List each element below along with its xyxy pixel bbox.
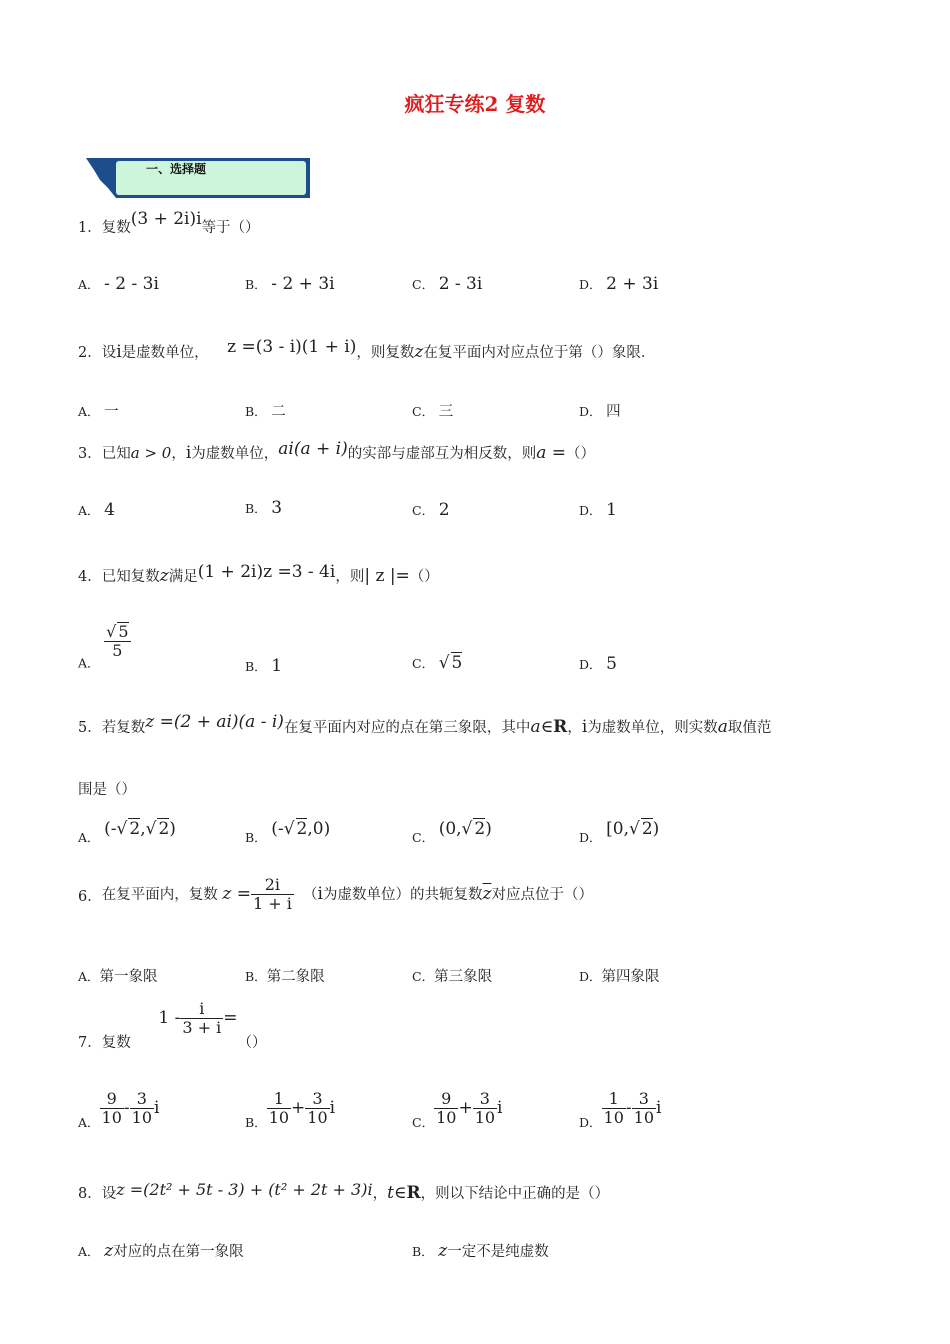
option-value: 2 bbox=[296, 819, 308, 839]
math-symbol: z bbox=[438, 1241, 448, 1261]
question-text: （） bbox=[409, 569, 439, 585]
question-text: 已知复数 bbox=[101, 569, 160, 585]
option-label: B． bbox=[245, 659, 267, 674]
question-text: 设 bbox=[101, 345, 117, 361]
option-value: (0, bbox=[438, 819, 462, 839]
math-symbol: i bbox=[581, 717, 588, 737]
question-text: 设 bbox=[101, 1186, 117, 1202]
denominator: 1 + i bbox=[252, 894, 292, 914]
option-a[interactable] bbox=[78, 1090, 159, 1131]
option-label: A． bbox=[78, 655, 100, 671]
math-expression: a > 0 bbox=[130, 444, 172, 462]
math-expression: | z |= bbox=[364, 566, 410, 586]
math-expression: (1 + 2i)z =3 - 4i bbox=[197, 562, 336, 582]
math-symbol: i bbox=[329, 1097, 336, 1118]
fraction: $\frac{√ 5}{5}$ bbox=[106, 622, 129, 661]
question-text: 为虚数单位，则实数 bbox=[587, 720, 718, 736]
question-text: 围是（） bbox=[78, 782, 136, 798]
option-value: (- bbox=[104, 819, 117, 839]
option-b[interactable] bbox=[245, 400, 286, 421]
math-symbol: z bbox=[104, 1241, 114, 1261]
math-symbol: = bbox=[223, 1007, 238, 1028]
option-b[interactable]: B． (-√ 2,0) bbox=[245, 819, 331, 845]
section-badge bbox=[86, 158, 310, 200]
option-d[interactable] bbox=[579, 965, 660, 986]
question-8 bbox=[78, 1182, 609, 1203]
option-label: D． bbox=[579, 830, 602, 845]
question-number: 7． bbox=[78, 1034, 102, 1051]
question-number: 3． bbox=[78, 446, 102, 462]
question-text: （ bbox=[303, 886, 318, 903]
math-symbol: ∈ bbox=[540, 717, 554, 737]
math-symbol: i bbox=[497, 1097, 503, 1118]
math-symbol: i bbox=[154, 1097, 160, 1118]
option-label: A． bbox=[78, 830, 100, 845]
question-number: 4． bbox=[78, 569, 102, 585]
numerator: 1 bbox=[608, 1089, 619, 1108]
math-symbol: ∈ bbox=[393, 1183, 407, 1203]
question-text: （） bbox=[566, 446, 596, 462]
denominator: 3 + i bbox=[182, 1018, 222, 1038]
question-text: 对应点位于（） bbox=[491, 886, 593, 903]
option-label: D． bbox=[579, 1114, 602, 1130]
question-6 bbox=[78, 876, 593, 914]
question-7 bbox=[78, 1000, 266, 1052]
math-symbol: R bbox=[553, 717, 568, 737]
math-expression: z =(2t² + 5t - 3) + (t² + 2t + 3)i bbox=[116, 1180, 373, 1199]
math-symbol: i bbox=[656, 1097, 662, 1118]
question-text: ， bbox=[171, 446, 186, 462]
option-c[interactable] bbox=[412, 274, 482, 294]
option-value: [0, bbox=[606, 819, 629, 839]
option-value: 1 bbox=[271, 656, 283, 676]
question-text: 是虚数单位， bbox=[121, 345, 209, 361]
option-a[interactable] bbox=[78, 400, 119, 421]
question-text: 的实部与虚部互为相反数，则 bbox=[347, 446, 537, 462]
option-value: 三 bbox=[438, 404, 454, 420]
question-number: 8． bbox=[78, 1186, 102, 1202]
option-c[interactable]: C． √ 5 bbox=[412, 653, 463, 673]
option-a[interactable] bbox=[78, 965, 158, 986]
question-number: 2． bbox=[78, 345, 102, 361]
denominator: 10 bbox=[307, 1108, 328, 1128]
option-value: (- bbox=[271, 819, 284, 839]
denominator: 10 bbox=[603, 1108, 624, 1128]
math-symbol: i bbox=[317, 883, 323, 904]
option-label: A． bbox=[78, 1244, 100, 1259]
option-label: C． bbox=[412, 969, 435, 984]
option-value: 2 bbox=[641, 819, 653, 839]
math-expression: ai(a + i) bbox=[278, 439, 348, 459]
question-number: 5． bbox=[78, 720, 102, 736]
option-value: ,0) bbox=[307, 819, 331, 839]
question-5 bbox=[78, 712, 772, 737]
denominator: 10 bbox=[436, 1108, 457, 1128]
option-b[interactable] bbox=[245, 274, 335, 294]
option-label: B． bbox=[245, 404, 267, 419]
option-c[interactable] bbox=[412, 400, 453, 421]
question-text: 为虚数单位）的共轭复数 bbox=[322, 886, 483, 903]
option-c[interactable] bbox=[412, 500, 450, 520]
option-value: 2 - 3i bbox=[438, 274, 483, 294]
question-text: 在复平面内对应的点在第三象限，其中 bbox=[283, 720, 531, 736]
option-a[interactable]: A． (-√ 2,√ 2) bbox=[78, 819, 176, 845]
question-4 bbox=[78, 562, 439, 586]
option-b[interactable] bbox=[245, 1090, 335, 1131]
math-symbol: t bbox=[387, 1183, 394, 1203]
option-label: A． bbox=[78, 969, 100, 984]
question-text: 已知 bbox=[101, 446, 131, 462]
option-label: A． bbox=[78, 503, 100, 518]
numerator: 2i bbox=[264, 875, 281, 894]
option-value: 4 bbox=[104, 500, 115, 520]
option-a[interactable] bbox=[78, 622, 131, 671]
question-number: 1． bbox=[78, 220, 102, 236]
option-d[interactable]: D． [0,√ 2) bbox=[579, 819, 660, 845]
option-label: D． bbox=[579, 969, 602, 984]
question-text: 为虚数单位， bbox=[191, 446, 279, 462]
question-text: 取值范 bbox=[727, 720, 772, 736]
option-a[interactable] bbox=[78, 1240, 244, 1261]
question-text: 在复平面内对应点位于第（）象限． bbox=[423, 345, 656, 361]
math-expression: z = bbox=[222, 883, 251, 904]
option-c[interactable] bbox=[412, 965, 492, 986]
option-value: 第二象限 bbox=[266, 969, 325, 985]
numerator: 1 bbox=[273, 1089, 284, 1108]
option-value: 2 bbox=[158, 819, 170, 839]
option-c[interactable] bbox=[412, 1090, 502, 1131]
question-text: 在复平面内，复数 bbox=[101, 886, 218, 903]
option-value: , bbox=[140, 819, 146, 839]
math-symbol: + bbox=[458, 1097, 473, 1118]
denominator: 10 bbox=[268, 1108, 290, 1128]
question-text: ，则以下结论中正确的是（） bbox=[420, 1186, 610, 1202]
fraction bbox=[251, 876, 294, 914]
option-value: 二 bbox=[271, 404, 286, 420]
option-label: C． bbox=[412, 404, 435, 419]
option-value: 一 bbox=[104, 404, 119, 420]
option-label: C． bbox=[412, 503, 435, 518]
option-value: 四 bbox=[606, 404, 621, 420]
option-b[interactable] bbox=[245, 498, 282, 518]
question-text: （） bbox=[237, 1034, 267, 1051]
option-d[interactable] bbox=[579, 274, 658, 294]
question-text: ，则 bbox=[335, 569, 365, 585]
fraction bbox=[180, 1000, 223, 1038]
math-symbol: a bbox=[530, 717, 541, 737]
option-value: 第一象限 bbox=[99, 969, 158, 985]
option-c[interactable]: C． (0,√ 2) bbox=[412, 819, 492, 845]
option-value: 5 bbox=[606, 654, 617, 674]
denominator: 10 bbox=[101, 1108, 122, 1128]
section-label: 一、选择题 bbox=[146, 162, 207, 176]
option-label: D． bbox=[579, 277, 602, 292]
option-label: B． bbox=[245, 1114, 267, 1130]
option-label: B． bbox=[245, 969, 267, 984]
option-label: A． bbox=[78, 1114, 100, 1130]
option-label: B． bbox=[412, 1244, 434, 1259]
question-text: 复数 bbox=[101, 1034, 131, 1051]
option-label: D． bbox=[579, 657, 602, 672]
option-value: 第四象限 bbox=[601, 969, 660, 985]
numerator: 3 bbox=[638, 1089, 649, 1108]
option-value: 2 + 3i bbox=[606, 274, 659, 294]
math-expression: 1 - bbox=[158, 1007, 181, 1028]
option-label: B． bbox=[245, 277, 267, 292]
math-expression: (3 + 2i)i bbox=[130, 209, 202, 229]
math-symbol: $\overline{z}$ bbox=[482, 883, 492, 904]
math-symbol: a bbox=[717, 717, 728, 737]
option-label: C． bbox=[412, 1114, 435, 1130]
page-title: 疯狂专练2 复数 bbox=[404, 92, 546, 116]
option-value: 2 bbox=[129, 819, 141, 839]
option-label: C． bbox=[412, 656, 435, 671]
option-value: ) bbox=[169, 819, 176, 839]
numerator: 9 bbox=[441, 1089, 452, 1108]
option-label: C． bbox=[412, 830, 435, 845]
option-label: A． bbox=[78, 277, 100, 292]
option-label: B． bbox=[245, 830, 267, 845]
question-text: ， bbox=[372, 1186, 388, 1202]
option-label: C． bbox=[412, 277, 435, 292]
math-expression: z =(2 + ai)(a - i) bbox=[145, 712, 284, 732]
option-value: 5 bbox=[451, 653, 463, 673]
option-d[interactable] bbox=[579, 654, 617, 674]
question-text: ， bbox=[567, 720, 582, 736]
option-label: B． bbox=[245, 501, 267, 516]
option-value: - 2 + 3i bbox=[271, 274, 335, 294]
option-value: ) bbox=[652, 819, 660, 839]
option-a[interactable] bbox=[78, 500, 115, 520]
math-symbol: + bbox=[291, 1097, 306, 1118]
option-value: 5 bbox=[104, 641, 130, 660]
option-d[interactable] bbox=[579, 400, 621, 421]
option-label: D． bbox=[579, 404, 602, 419]
question-text: 满足 bbox=[168, 569, 198, 585]
numerator: i bbox=[199, 999, 205, 1018]
option-value: 一定不是纯虚数 bbox=[447, 1244, 549, 1260]
option-b[interactable] bbox=[245, 965, 325, 986]
question-number: 6． bbox=[78, 888, 102, 905]
math-symbol: - bbox=[625, 1097, 632, 1118]
math-symbol: R bbox=[406, 1183, 421, 1203]
option-value: 对应的点在第一象限 bbox=[113, 1244, 244, 1260]
numerator: 3 bbox=[136, 1089, 147, 1108]
question-text: 复数 bbox=[101, 220, 131, 236]
option-label: A． bbox=[78, 404, 100, 419]
math-symbol: i bbox=[116, 342, 122, 362]
denominator: 10 bbox=[474, 1108, 496, 1128]
question-text: 若复数 bbox=[101, 720, 146, 736]
option-value: 2 bbox=[438, 500, 450, 520]
question-1 bbox=[78, 209, 260, 237]
option-d[interactable] bbox=[579, 500, 617, 520]
option-value: 第三象限 bbox=[434, 969, 493, 985]
option-b[interactable] bbox=[245, 656, 282, 676]
numerator: 9 bbox=[106, 1089, 117, 1108]
option-value: 3 bbox=[271, 498, 283, 518]
denominator: 10 bbox=[633, 1108, 654, 1128]
denominator: 10 bbox=[131, 1108, 152, 1128]
math-expression: a = bbox=[536, 443, 567, 463]
question-2 bbox=[78, 337, 656, 362]
option-value: 1 bbox=[606, 500, 617, 520]
option-value: ) bbox=[485, 819, 492, 839]
option-a[interactable] bbox=[78, 274, 159, 294]
option-d[interactable] bbox=[579, 1090, 661, 1131]
option-value: 5 bbox=[118, 622, 129, 641]
numerator: 3 bbox=[312, 1089, 323, 1108]
math-symbol: - bbox=[123, 1097, 130, 1118]
math-symbol: i bbox=[185, 443, 192, 463]
question-5-continued bbox=[78, 778, 136, 799]
option-label: D． bbox=[579, 503, 602, 518]
option-value: - 2 - 3i bbox=[104, 274, 159, 294]
question-text: 等于（） bbox=[201, 220, 260, 236]
math-expression: z =(3 - i)(1 + i) bbox=[227, 337, 357, 357]
option-value: 2 bbox=[474, 819, 486, 839]
math-symbol: z bbox=[414, 342, 424, 362]
numerator: 3 bbox=[479, 1089, 490, 1108]
question-text: ，则复数 bbox=[356, 345, 415, 361]
question-3 bbox=[78, 439, 596, 463]
math-symbol: z bbox=[159, 566, 169, 586]
option-b[interactable] bbox=[412, 1240, 549, 1261]
